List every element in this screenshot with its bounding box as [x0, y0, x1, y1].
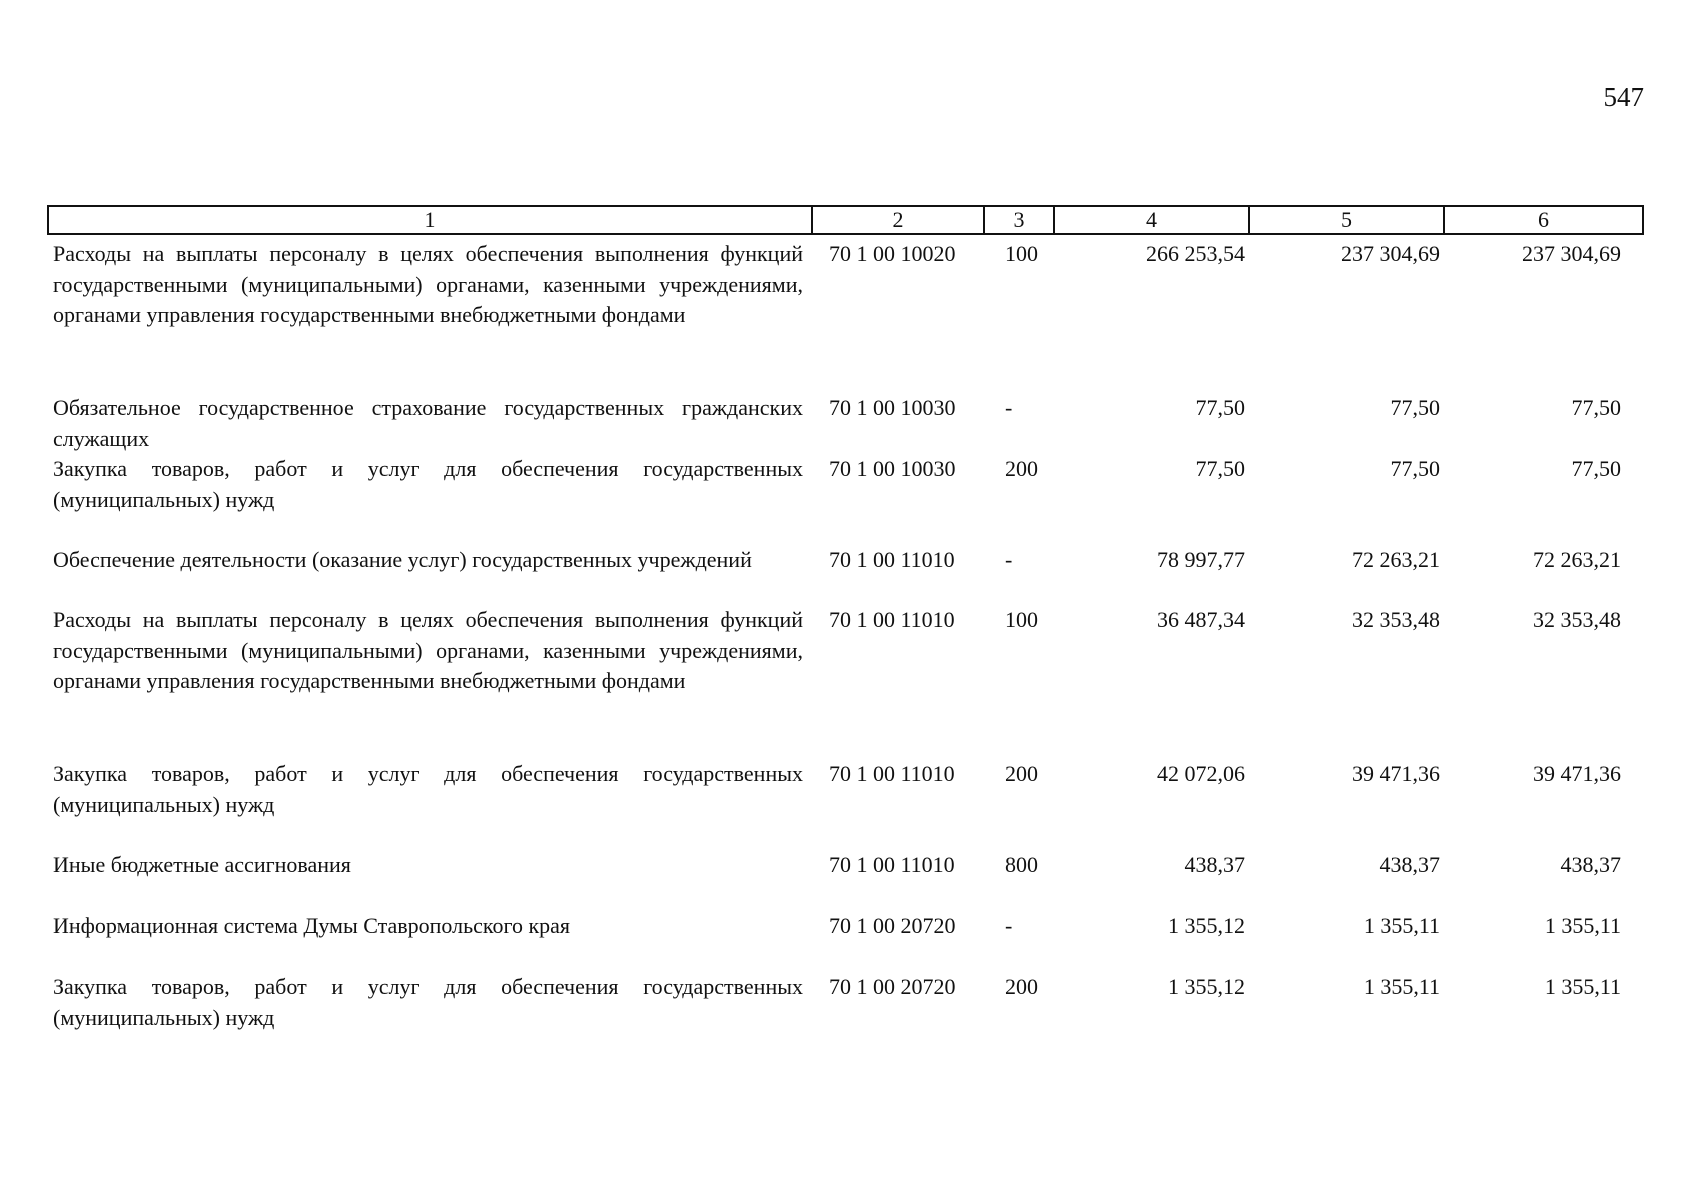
row-value-6: 438,37 — [1560, 852, 1621, 877]
row-value-4: 77,50 — [1195, 456, 1245, 481]
row-name: Расходы на выплаты персоналу в целях обеспечения выполнения функций государственными (муниципальными) органами, казенными учреждениями, органами управления государственными внебюджетными фондами — [53, 241, 803, 327]
row-value-4: 1 355,12 — [1168, 913, 1245, 938]
row-value-4: 266 253,54 — [1146, 241, 1245, 266]
table-row — [47, 972, 1642, 1034]
row-code: 70 1 00 10020 — [829, 241, 956, 266]
row-expense-type: - — [1005, 547, 1013, 572]
row-value-5: 1 355,11 — [1363, 913, 1440, 938]
header-col-5: 5 — [1249, 206, 1444, 234]
row-value-6: 77,50 — [1571, 395, 1621, 420]
row-value-4: 77,50 — [1195, 395, 1245, 420]
row-value-6: 237 304,69 — [1522, 241, 1621, 266]
row-name: Закупка товаров, работ и услуг для обеспечения государственных (муниципальных) нужд — [53, 974, 803, 1030]
table-row — [47, 759, 1642, 850]
row-code: 70 1 00 11010 — [829, 547, 955, 572]
table-row — [47, 239, 1642, 393]
header-row — [48, 206, 1643, 234]
row-value-4: 438,37 — [1184, 852, 1245, 877]
table-row — [47, 454, 1642, 545]
row-expense-type: 200 — [1005, 761, 1038, 786]
row-value-6: 72 263,21 — [1533, 547, 1621, 572]
budget-table — [47, 239, 1642, 1034]
header-col-4: 4 — [1054, 206, 1249, 234]
row-value-4: 1 355,12 — [1168, 974, 1245, 999]
row-expense-type: - — [1005, 913, 1013, 938]
row-name: Информационная система Думы Ставропольского края — [53, 913, 571, 938]
header-col-6: 6 — [1444, 206, 1643, 234]
row-value-5: 32 353,48 — [1352, 607, 1440, 632]
row-value-6: 1 355,11 — [1544, 974, 1621, 999]
row-value-5: 77,50 — [1390, 456, 1440, 481]
row-value-5: 1 355,11 — [1363, 974, 1440, 999]
row-name: Обеспечение деятельности (оказание услуг) государственных учреждений — [53, 547, 752, 572]
row-value-6: 39 471,36 — [1533, 761, 1621, 786]
row-code: 70 1 00 10030 — [829, 395, 956, 420]
row-value-5: 39 471,36 — [1352, 761, 1440, 786]
row-name: Обязательное государственное страхование государственных гражданских служащих — [53, 395, 803, 451]
table-row — [47, 545, 1642, 605]
header-col-2: 2 — [812, 206, 984, 234]
row-expense-type: 100 — [1005, 607, 1038, 632]
row-expense-type: 800 — [1005, 852, 1038, 877]
row-value-6: 77,50 — [1571, 456, 1621, 481]
row-value-5: 72 263,21 — [1352, 547, 1440, 572]
row-value-6: 1 355,11 — [1544, 913, 1621, 938]
row-expense-type: 100 — [1005, 241, 1038, 266]
table-header — [47, 205, 1644, 235]
table-row — [47, 393, 1642, 454]
row-code: 70 1 00 20720 — [829, 913, 956, 938]
row-code: 70 1 00 11010 — [829, 607, 955, 632]
table-row — [47, 605, 1642, 759]
row-value-6: 32 353,48 — [1533, 607, 1621, 632]
row-expense-type: - — [1005, 395, 1013, 420]
row-name: Закупка товаров, работ и услуг для обеспечения государственных (муниципальных) нужд — [53, 761, 803, 817]
header-col-1: 1 — [48, 206, 812, 234]
row-name: Закупка товаров, работ и услуг для обеспечения государственных (муниципальных) нужд — [53, 456, 803, 512]
row-name: Расходы на выплаты персоналу в целях обеспечения выполнения функций государственными (муниципальными) органами, казенными учреждениями, органами управления государственными внебюджетными фондами — [53, 607, 803, 693]
row-value-4: 36 487,34 — [1157, 607, 1245, 632]
row-expense-type: 200 — [1005, 456, 1038, 481]
row-value-5: 77,50 — [1390, 395, 1440, 420]
header-col-3: 3 — [984, 206, 1054, 234]
row-code: 70 1 00 11010 — [829, 761, 955, 786]
row-code: 70 1 00 10030 — [829, 456, 956, 481]
table-row — [47, 850, 1642, 911]
row-name: Иные бюджетные ассигнования — [53, 852, 351, 877]
row-code: 70 1 00 20720 — [829, 974, 956, 999]
row-expense-type: 200 — [1005, 974, 1038, 999]
row-code: 70 1 00 11010 — [829, 852, 955, 877]
row-value-5: 438,37 — [1379, 852, 1440, 877]
table-row — [47, 911, 1642, 972]
page-number: 547 — [1603, 82, 1644, 112]
row-value-5: 237 304,69 — [1341, 241, 1440, 266]
row-value-4: 42 072,06 — [1157, 761, 1245, 786]
row-value-4: 78 997,77 — [1157, 547, 1245, 572]
